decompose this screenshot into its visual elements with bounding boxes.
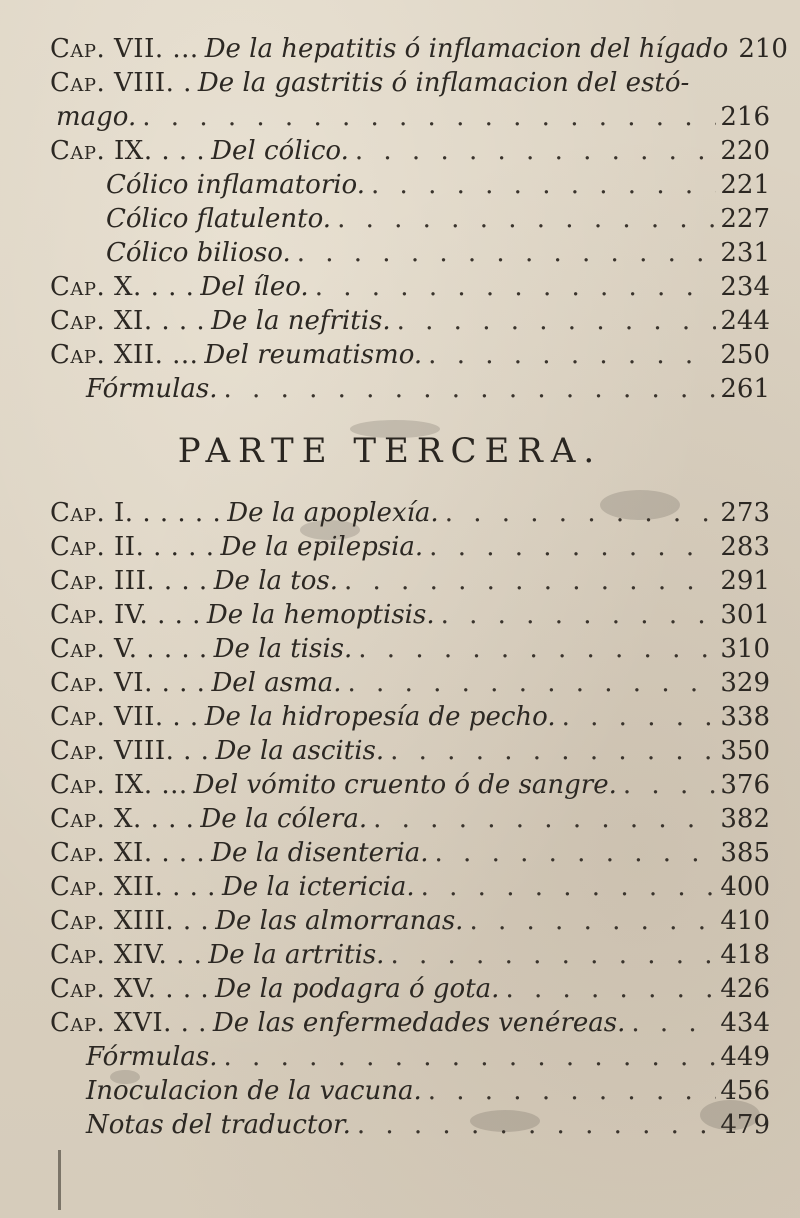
chapter-number: Cap. VII. ... [50, 34, 199, 64]
chapter-title: De la ascitis. [215, 736, 385, 766]
chapter-title: De la disenteria. [211, 838, 429, 868]
leader-dots [562, 700, 717, 734]
leader-dots [224, 372, 717, 406]
chapter-number: Cap. XIII. . . [50, 906, 210, 936]
page-number: 479 [720, 1110, 770, 1140]
toc-entry [50, 202, 770, 236]
page-number: 456 [720, 1076, 770, 1106]
chapter-number: Cap. XV. . . . [50, 974, 210, 1004]
page-number: 350 [720, 736, 770, 766]
page-number: 449 [720, 1042, 770, 1072]
page-number: 418 [720, 940, 770, 970]
chapter-number: Cap. VII. . . [50, 702, 199, 732]
leader-dots [337, 202, 716, 236]
toc-entry [50, 666, 770, 700]
chapter-number: Cap. V. . . . . [50, 634, 208, 664]
chapter-number: Cap. XVI. . . [50, 1008, 207, 1038]
page-number: 385 [720, 838, 770, 868]
leader-dots [397, 304, 717, 338]
page-number: 382 [720, 804, 770, 834]
chapter-title: De la nefritis. [211, 306, 391, 336]
chapter-number: Cap. III. . . . [50, 566, 208, 596]
toc-entry [50, 496, 770, 530]
chapter-title: De la podagra ó gota. [215, 974, 500, 1004]
leader-dots [224, 1040, 717, 1074]
page-number: 434 [720, 1008, 770, 1038]
chapter-title: Fórmulas. [86, 1042, 218, 1072]
leader-dots [373, 802, 716, 836]
leader-dots [631, 1006, 716, 1040]
toc-entry [50, 768, 770, 802]
table-of-contents [50, 32, 788, 1142]
leader-dots [505, 972, 716, 1006]
leader-dots [441, 598, 717, 632]
chapter-title: De la hemoptisis. [206, 600, 435, 630]
chapter-title: De la hidropesía de pecho. [204, 702, 556, 732]
page-number: 210 [738, 34, 788, 64]
chapter-title: De la apoplexía. [227, 498, 439, 528]
toc-section-top [50, 32, 788, 406]
chapter-title: De la artritis. [208, 940, 385, 970]
leader-dots [390, 938, 716, 972]
chapter-title: De las almorranas. [215, 906, 464, 936]
chapter-title: Del asma. [211, 668, 342, 698]
toc-entry [50, 236, 770, 270]
page-number: 261 [720, 374, 770, 404]
toc-entry [50, 372, 770, 406]
chapter-number: Cap. VIII. . [50, 68, 192, 98]
toc-entry [50, 598, 770, 632]
page-number: 234 [720, 272, 770, 302]
chapter-number: Cap. VIII. . . [50, 736, 210, 766]
toc-section-bottom [50, 496, 770, 1142]
chapter-title: Inoculacion de la vacuna. [86, 1076, 422, 1106]
page-number: 426 [720, 974, 770, 1004]
page-number: 410 [720, 906, 770, 936]
toc-entry [50, 530, 770, 564]
page-number: 291 [720, 566, 770, 596]
chapter-number: Cap. XII. ... [50, 340, 199, 370]
toc-entry [50, 1108, 770, 1142]
chapter-title: Del íleo. [200, 272, 309, 302]
leader-dots [623, 768, 716, 802]
chapter-title: mago. [56, 102, 137, 132]
toc-entry [50, 66, 770, 100]
page-number: 301 [720, 600, 770, 630]
leader-dots [357, 1108, 717, 1142]
leader-dots [445, 496, 717, 530]
chapter-number: Cap. XII. . . . [50, 872, 216, 902]
chapter-title: Cólico flatulento. [106, 204, 332, 234]
leader-dots [469, 904, 716, 938]
page-number: 329 [720, 668, 770, 698]
page-number: 250 [720, 340, 770, 370]
chapter-title: Del vómito cruento ó de sangre. [193, 770, 617, 800]
toc-entry [50, 100, 770, 134]
leader-dots [358, 632, 716, 666]
leader-dots [429, 530, 716, 564]
chapter-title: De la tisis. [213, 634, 353, 664]
page-number: 244 [720, 306, 770, 336]
chapter-title: De la epilepsia. [220, 532, 424, 562]
chapter-number: Cap. VI. . . . [50, 668, 206, 698]
page-number: 227 [720, 204, 770, 234]
chapter-title: De la ictericia. [221, 872, 415, 902]
chapter-title: De la gastritis ó inflamacion del estó- [197, 68, 690, 98]
chapter-title: De las enfermedades venéreas. [212, 1008, 626, 1038]
leader-dots [142, 100, 716, 134]
chapter-number: Cap. XI. . . . [50, 306, 206, 336]
leader-dots [428, 338, 716, 372]
page-number: 221 [720, 170, 770, 200]
toc-entry [50, 134, 770, 168]
toc-entry [50, 938, 770, 972]
leader-dots [355, 134, 717, 168]
leader-dots [435, 836, 717, 870]
leader-dots [344, 564, 716, 598]
toc-entry [50, 1006, 770, 1040]
toc-entry [50, 700, 770, 734]
chapter-number: Cap. IX. ... [50, 770, 188, 800]
chapter-title: De la hepatitis ó inflamacion del hígado [204, 34, 729, 64]
chapter-title: Del reumatismo. [204, 340, 423, 370]
chapter-title: Cólico bilioso. [106, 238, 291, 268]
chapter-title: Cólico inflamatorio. [106, 170, 366, 200]
page-number: 283 [720, 532, 770, 562]
page-number: 376 [720, 770, 770, 800]
page-number: 338 [720, 702, 770, 732]
page-number: 216 [720, 102, 770, 132]
chapter-title: Fórmulas. [86, 374, 218, 404]
toc-entry [50, 904, 770, 938]
chapter-number: Cap. XI. . . . [50, 838, 206, 868]
chapter-number: Cap. X. . . . [50, 804, 195, 834]
toc-entry [50, 1040, 770, 1074]
part-heading: PARTE TERCERA. [177, 431, 603, 471]
toc-entry [50, 1074, 770, 1108]
page-number: 220 [720, 136, 770, 166]
toc-entry [50, 972, 770, 1006]
toc-entry [50, 270, 770, 304]
leader-dots [297, 236, 717, 270]
toc-entry [50, 338, 770, 372]
leader-dots [390, 734, 716, 768]
leader-dots [421, 870, 717, 904]
page-number: 231 [720, 238, 770, 268]
leader-dots [428, 1074, 717, 1108]
chapter-title: De la tos. [213, 566, 338, 596]
leader-dots [371, 168, 716, 202]
margin-mark [58, 1150, 61, 1210]
toc-entry [50, 802, 770, 836]
page-number: 273 [720, 498, 770, 528]
chapter-number: Cap. II. . . . . [50, 532, 215, 562]
chapter-number: Cap. X. . . . [50, 272, 195, 302]
toc-entry [50, 168, 770, 202]
chapter-number: Cap. I. . . . . . [50, 498, 222, 528]
chapter-number: Cap. IX. . . . [50, 136, 206, 166]
toc-entry [50, 32, 788, 66]
chapter-number: Cap. XIV. . . [50, 940, 203, 970]
page-number: 310 [720, 634, 770, 664]
toc-entry [50, 870, 770, 904]
toc-entry [50, 632, 770, 666]
page-number: 400 [720, 872, 770, 902]
leader-dots [315, 270, 717, 304]
chapter-title: Del cólico. [211, 136, 349, 166]
chapter-title: De la cólera. [200, 804, 368, 834]
toc-entry [50, 734, 770, 768]
chapter-number: Cap. IV. . . . [50, 600, 201, 630]
toc-entry [50, 564, 770, 598]
chapter-title: Notas del traductor. [86, 1110, 351, 1140]
toc-entry [50, 836, 770, 870]
leader-dots [348, 666, 717, 700]
toc-entry [50, 304, 770, 338]
